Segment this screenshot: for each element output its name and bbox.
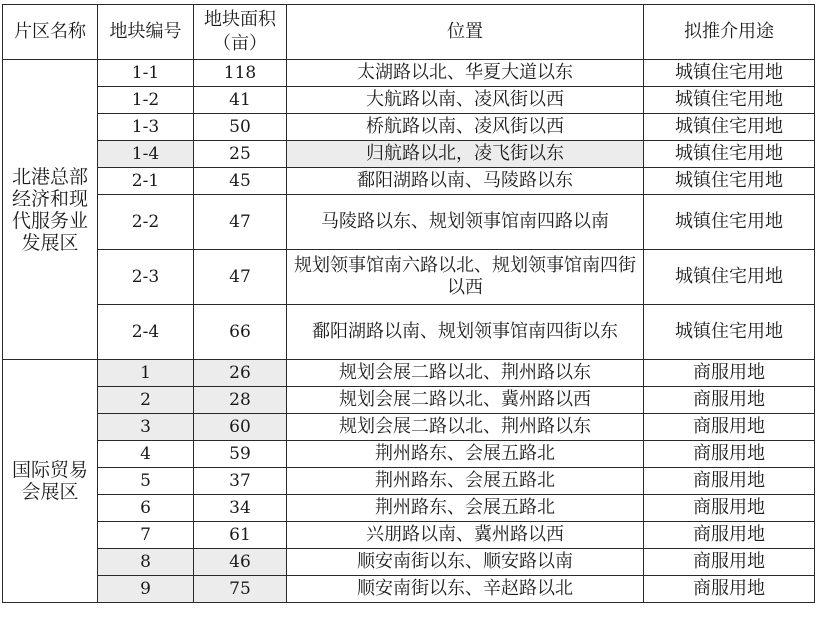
table-row [3, 114, 815, 141]
plot-number: 5 [98, 468, 194, 495]
plot-use: 城镇住宅用地 [644, 195, 815, 250]
plot-location: 顺安南街以东、顺安路以南 [287, 549, 644, 576]
table-row [3, 387, 815, 414]
header-plot-no: 地块编号 [98, 5, 194, 60]
header-zone: 片区名称 [3, 5, 98, 60]
plot-number: 1-3 [98, 114, 194, 141]
plot-use: 商服用地 [644, 387, 815, 414]
plot-location: 荆州路东、会展五路北 [287, 495, 644, 522]
plot-location: 规划会展二路以北、荆州路以东 [287, 360, 644, 387]
plot-area: 59 [194, 441, 287, 468]
plot-number: 2-2 [98, 195, 194, 250]
plot-location: 荆州路东、会展五路北 [287, 441, 644, 468]
plot-number: 1-4 [98, 141, 194, 168]
zone-name: 北港总部经济和现代服务业发展区 [3, 60, 98, 360]
plot-number: 1 [98, 360, 194, 387]
table-row [3, 305, 815, 360]
plot-area: 66 [194, 305, 287, 360]
plot-use: 商服用地 [644, 522, 815, 549]
plot-location: 归航路以北，凌飞街以东 [287, 141, 644, 168]
table-row [3, 141, 815, 168]
table-row [3, 87, 815, 114]
table-row [3, 250, 815, 305]
plot-number: 2-1 [98, 168, 194, 195]
plot-area: 45 [194, 168, 287, 195]
plot-use: 商服用地 [644, 360, 815, 387]
plot-location: 马陵路以东、规划领事馆南四路以南 [287, 195, 644, 250]
table-row [3, 360, 815, 387]
plot-number: 1-2 [98, 87, 194, 114]
plot-use: 商服用地 [644, 495, 815, 522]
plot-area: 61 [194, 522, 287, 549]
plot-number: 2 [98, 387, 194, 414]
plot-area: 60 [194, 414, 287, 441]
plot-use: 商服用地 [644, 468, 815, 495]
plot-location: 太湖路以北、华夏大道以东 [287, 60, 644, 87]
table-row [3, 195, 815, 250]
plot-area: 25 [194, 141, 287, 168]
plot-location: 桥航路以南、凌风街以西 [287, 114, 644, 141]
table-row [3, 60, 815, 87]
plot-area: 75 [194, 576, 287, 603]
plot-area: 47 [194, 195, 287, 250]
plot-area: 37 [194, 468, 287, 495]
table-row [3, 549, 815, 576]
plot-number: 2-3 [98, 250, 194, 305]
plot-location: 顺安南街以东、辛赵路以北 [287, 576, 644, 603]
plot-use: 城镇住宅用地 [644, 87, 815, 114]
plot-use: 商服用地 [644, 576, 815, 603]
plot-location: 规划会展二路以北、冀州路以西 [287, 387, 644, 414]
plot-use: 城镇住宅用地 [644, 114, 815, 141]
table-row [3, 168, 815, 195]
plot-location: 规划会展二路以北、荆州路以东 [287, 414, 644, 441]
plot-area: 28 [194, 387, 287, 414]
header-area-line2: （亩） [213, 33, 267, 54]
plot-number: 3 [98, 414, 194, 441]
plot-area: 47 [194, 250, 287, 305]
table-row [3, 468, 815, 495]
plot-number: 1-1 [98, 60, 194, 87]
plot-location: 大航路以南、凌风街以西 [287, 87, 644, 114]
plot-area: 50 [194, 114, 287, 141]
header-use: 拟推介用途 [644, 5, 815, 60]
table-row [3, 441, 815, 468]
plot-use: 城镇住宅用地 [644, 305, 815, 360]
header-row [3, 5, 815, 60]
plot-number: 8 [98, 549, 194, 576]
plot-use: 城镇住宅用地 [644, 168, 815, 195]
plot-location: 兴朋路以南、冀州路以西 [287, 522, 644, 549]
plot-use: 城镇住宅用地 [644, 141, 815, 168]
header-area [194, 5, 287, 60]
table-row [3, 576, 815, 603]
plot-use: 商服用地 [644, 441, 815, 468]
header-location: 位置 [287, 5, 644, 60]
table-row [3, 414, 815, 441]
plot-number: 2-4 [98, 305, 194, 360]
header-area-line1: 地块面积 [204, 9, 276, 30]
plot-area: 118 [194, 60, 287, 87]
plot-location: 鄱阳湖路以南、马陵路以东 [287, 168, 644, 195]
plot-number: 7 [98, 522, 194, 549]
plot-use: 城镇住宅用地 [644, 60, 815, 87]
plot-use: 商服用地 [644, 414, 815, 441]
plot-number: 4 [98, 441, 194, 468]
plot-area: 46 [194, 549, 287, 576]
land-plot-table [2, 4, 815, 603]
plot-location: 荆州路东、会展五路北 [287, 468, 644, 495]
plot-use: 商服用地 [644, 549, 815, 576]
table-row [3, 495, 815, 522]
plot-number: 9 [98, 576, 194, 603]
plot-number: 6 [98, 495, 194, 522]
zone-name: 国际贸易会展区 [3, 360, 98, 603]
plot-area: 34 [194, 495, 287, 522]
plot-area: 26 [194, 360, 287, 387]
plot-location: 鄱阳湖路以南、规划领事馆南四街以东 [287, 305, 644, 360]
plot-area: 41 [194, 87, 287, 114]
plot-use: 城镇住宅用地 [644, 250, 815, 305]
plot-location: 规划领事馆南六路以北、规划领事馆南四街以西 [287, 250, 644, 305]
table-row [3, 522, 815, 549]
